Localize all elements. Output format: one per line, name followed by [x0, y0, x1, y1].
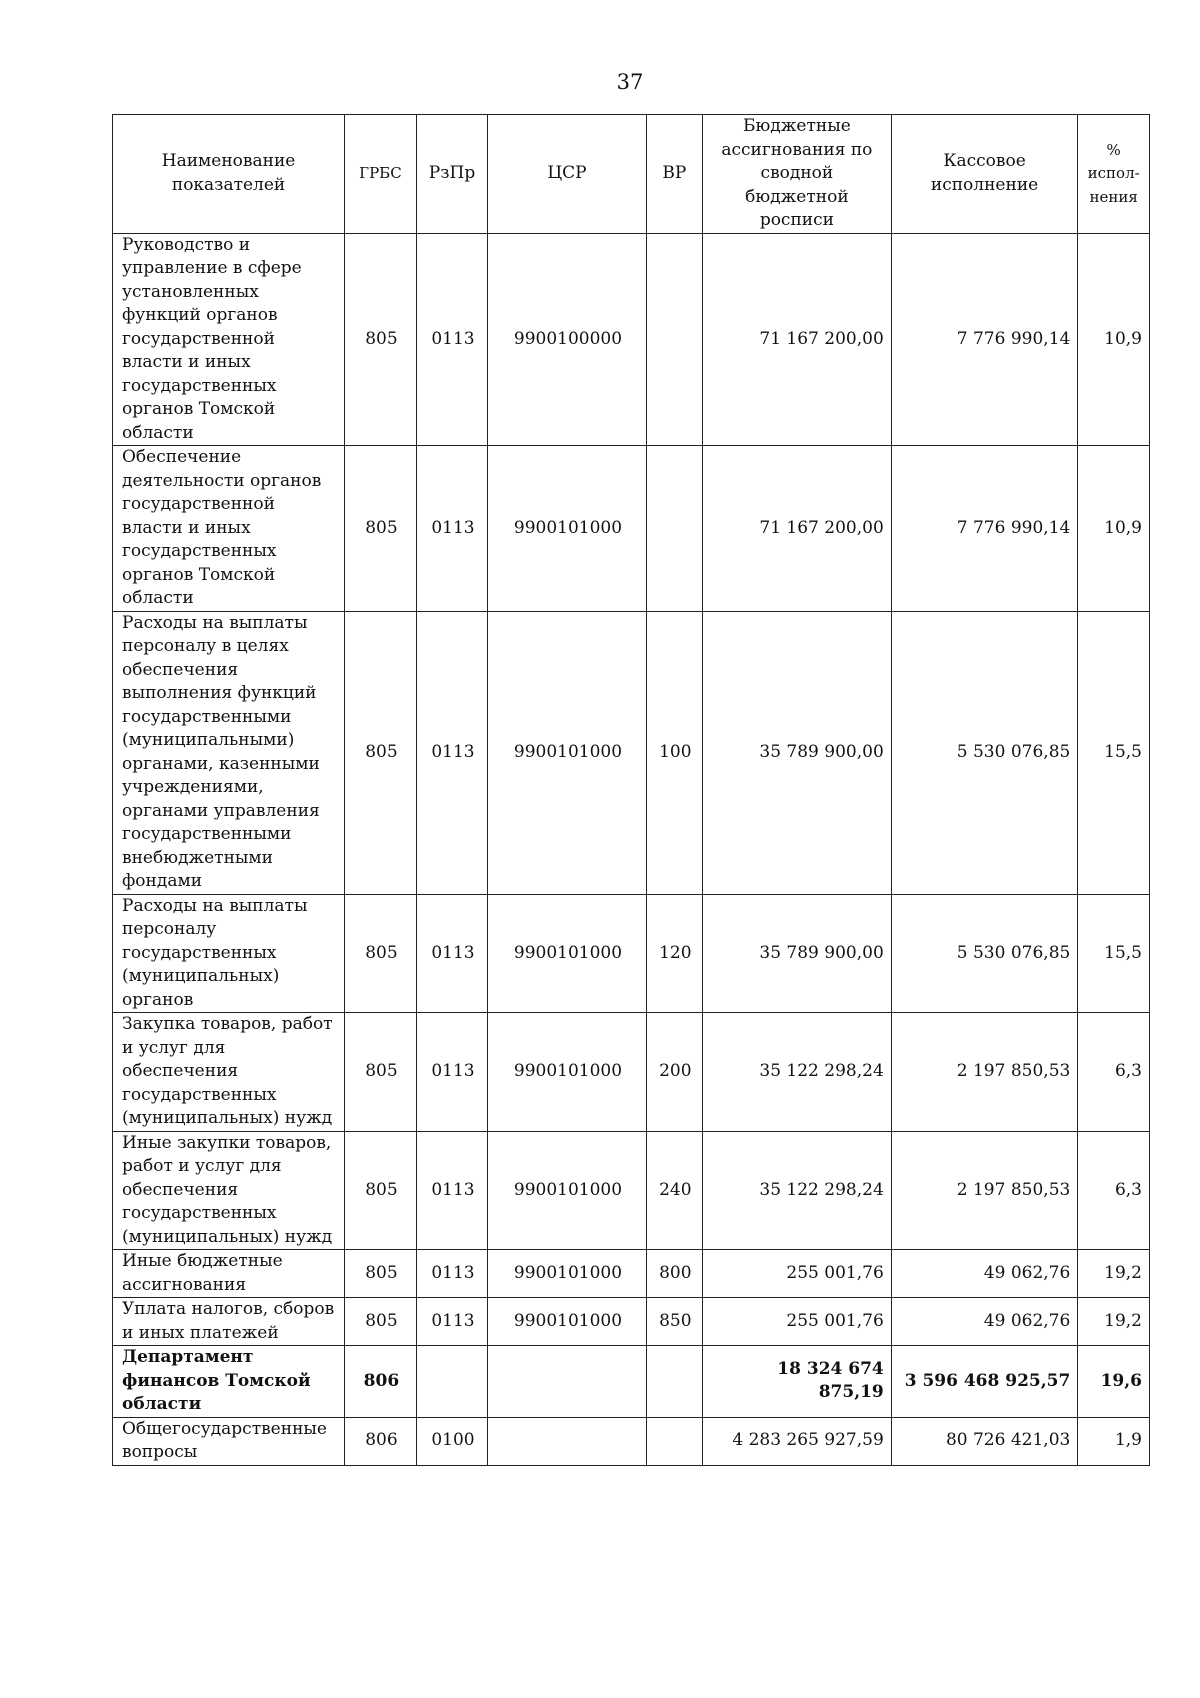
table-row: [113, 1298, 1150, 1346]
cell-name: Закупка товаров, работ и услуг для обеспечения государственных (муниципальных) нужд: [113, 1013, 345, 1132]
cell-csr: 9900101000: [488, 894, 646, 1013]
cell-rzpr: 0113: [416, 446, 488, 612]
cell-cash: 2 197 850,53: [891, 1013, 1078, 1132]
cell-csr: 9900101000: [488, 446, 646, 612]
header-name: Наименование показателей: [113, 115, 345, 234]
cell-vr: 850: [646, 1298, 702, 1346]
cell-percent: 19,6: [1078, 1346, 1150, 1418]
cell-rzpr: 0113: [416, 1250, 488, 1298]
cell-name: Иные закупки товаров, работ и услуг для обеспечения государственных (муниципальных) нужд: [113, 1131, 345, 1250]
cell-vr: [646, 1417, 702, 1465]
cell-assignments: 4 283 265 927,59: [703, 1417, 892, 1465]
table-body: [113, 233, 1150, 1465]
cell-grbs: 805: [345, 894, 417, 1013]
cell-vr: 100: [646, 611, 702, 894]
cell-vr: [646, 1346, 702, 1418]
budget-execution-table: [112, 114, 1150, 1466]
cell-assignments: 71 167 200,00: [703, 446, 892, 612]
table-row: [113, 446, 1150, 612]
cell-rzpr: 0113: [416, 611, 488, 894]
cell-csr: 9900101000: [488, 1013, 646, 1132]
cell-percent: 6,3: [1078, 1131, 1150, 1250]
cell-percent: 1,9: [1078, 1417, 1150, 1465]
header-grbs: ГРБС: [345, 115, 417, 234]
cell-csr: 9900101000: [488, 611, 646, 894]
cell-grbs: 805: [345, 1131, 417, 1250]
cell-vr: 120: [646, 894, 702, 1013]
cell-csr: [488, 1417, 646, 1465]
cell-percent: 10,9: [1078, 446, 1150, 612]
cell-name: Расходы на выплаты персоналу государственных (муниципальных) органов: [113, 894, 345, 1013]
table-row: [113, 1131, 1150, 1250]
cell-assignments: 18 324 674 875,19: [703, 1346, 892, 1418]
cell-csr: 9900100000: [488, 233, 646, 446]
cell-name: Общегосударственные вопросы: [113, 1417, 345, 1465]
cell-grbs: 805: [345, 446, 417, 612]
cell-assignments: 35 789 900,00: [703, 894, 892, 1013]
cell-cash: 5 530 076,85: [891, 611, 1078, 894]
header-percent: % испол-нения: [1078, 115, 1150, 234]
cell-rzpr: [416, 1346, 488, 1418]
cell-cash: 5 530 076,85: [891, 894, 1078, 1013]
cell-assignments: 255 001,76: [703, 1250, 892, 1298]
cell-csr: [488, 1346, 646, 1418]
cell-csr: 9900101000: [488, 1131, 646, 1250]
cell-rzpr: 0113: [416, 1131, 488, 1250]
cell-rzpr: 0113: [416, 894, 488, 1013]
header-vr: ВР: [646, 115, 702, 234]
cell-name: Департамент финансов Томской области: [113, 1346, 345, 1418]
header-cash: Кассовое исполнение: [891, 115, 1078, 234]
cell-rzpr: 0113: [416, 233, 488, 446]
table-row: [113, 1346, 1150, 1418]
cell-grbs: 805: [345, 611, 417, 894]
cell-name: Расходы на выплаты персоналу в целях обеспечения выполнения функций государственными (муниципальными) органами, казенными учреждениями, органами управления государственными внебюджетными фондами: [113, 611, 345, 894]
cell-vr: 200: [646, 1013, 702, 1132]
cell-rzpr: 0113: [416, 1298, 488, 1346]
cell-percent: 19,2: [1078, 1250, 1150, 1298]
cell-cash: 3 596 468 925,57: [891, 1346, 1078, 1418]
cell-percent: 19,2: [1078, 1298, 1150, 1346]
table-row: [113, 1417, 1150, 1465]
cell-rzpr: 0100: [416, 1417, 488, 1465]
cell-name: Уплата налогов, сборов и иных платежей: [113, 1298, 345, 1346]
cell-rzpr: 0113: [416, 1013, 488, 1132]
cell-csr: 9900101000: [488, 1298, 646, 1346]
table-row: [113, 1250, 1150, 1298]
cell-cash: 49 062,76: [891, 1250, 1078, 1298]
cell-percent: 15,5: [1078, 611, 1150, 894]
cell-grbs: 806: [345, 1346, 417, 1418]
cell-assignments: 35 122 298,24: [703, 1013, 892, 1132]
cell-assignments: 35 789 900,00: [703, 611, 892, 894]
header-rzpr: РзПр: [416, 115, 488, 234]
cell-grbs: 805: [345, 233, 417, 446]
page-number: 37: [616, 70, 644, 94]
cell-vr: [646, 446, 702, 612]
cell-vr: 240: [646, 1131, 702, 1250]
cell-vr: 800: [646, 1250, 702, 1298]
header-assignments: Бюджетные ассигнования по сводной бюджетной росписи: [703, 115, 892, 234]
table-header-row: [113, 115, 1150, 234]
cell-grbs: 806: [345, 1417, 417, 1465]
cell-cash: 2 197 850,53: [891, 1131, 1078, 1250]
cell-percent: 6,3: [1078, 1013, 1150, 1132]
cell-grbs: 805: [345, 1298, 417, 1346]
cell-assignments: 255 001,76: [703, 1298, 892, 1346]
cell-assignments: 35 122 298,24: [703, 1131, 892, 1250]
table-row: [113, 611, 1150, 894]
cell-percent: 10,9: [1078, 233, 1150, 446]
table-row: [113, 1013, 1150, 1132]
header-csr: ЦСР: [488, 115, 646, 234]
cell-cash: 80 726 421,03: [891, 1417, 1078, 1465]
cell-vr: [646, 233, 702, 446]
cell-cash: 7 776 990,14: [891, 446, 1078, 612]
cell-csr: 9900101000: [488, 1250, 646, 1298]
cell-assignments: 71 167 200,00: [703, 233, 892, 446]
cell-grbs: 805: [345, 1250, 417, 1298]
cell-name: Обеспечение деятельности органов государственной власти и иных государственных органов Томской области: [113, 446, 345, 612]
cell-name: Руководство и управление в сфере установленных функций органов государственной власти и иных государственных органов Томской области: [113, 233, 345, 446]
cell-name: Иные бюджетные ассигнования: [113, 1250, 345, 1298]
table-row: [113, 894, 1150, 1013]
cell-cash: 7 776 990,14: [891, 233, 1078, 446]
cell-cash: 49 062,76: [891, 1298, 1078, 1346]
cell-percent: 15,5: [1078, 894, 1150, 1013]
cell-grbs: 805: [345, 1013, 417, 1132]
table-row: [113, 233, 1150, 446]
